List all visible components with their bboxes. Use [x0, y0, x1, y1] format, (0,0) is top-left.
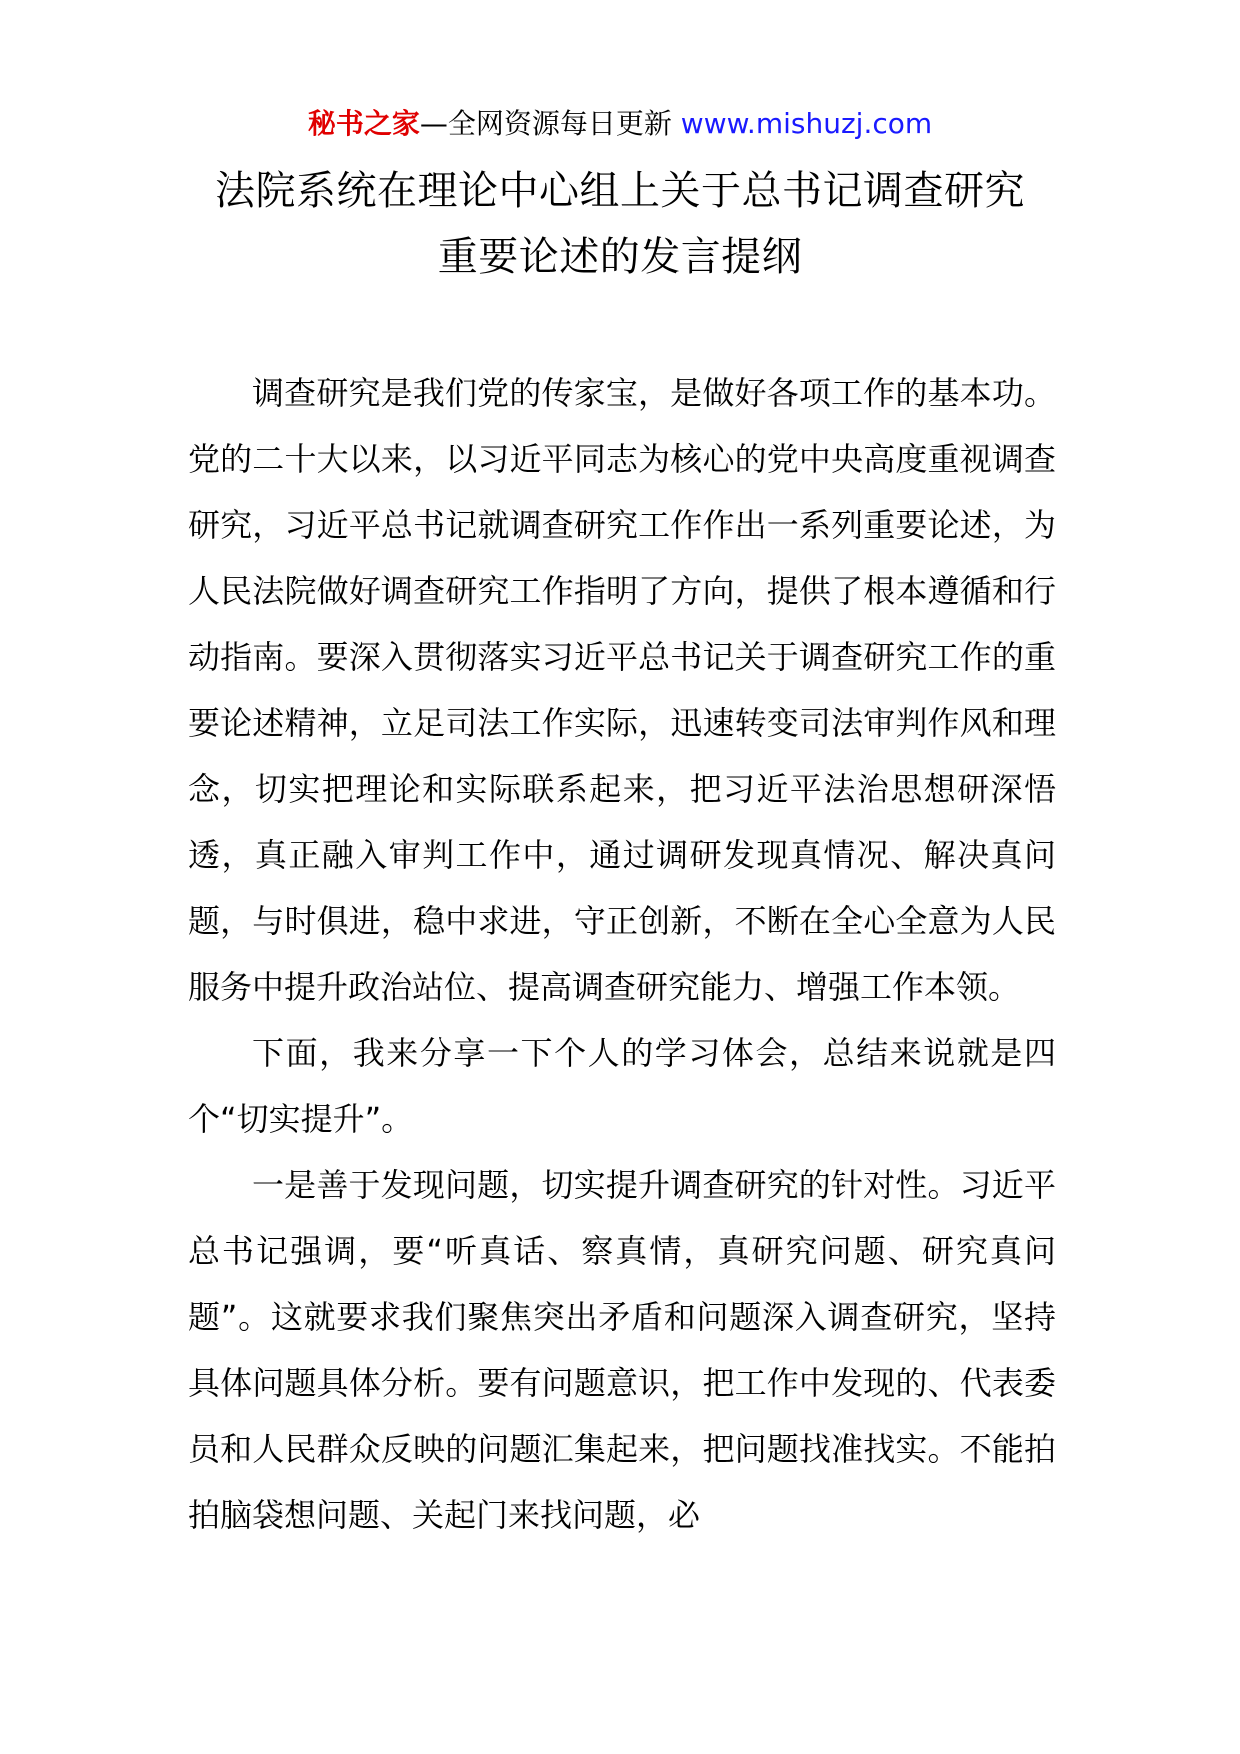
title-line-2: 重要论述的发言提纲	[437, 234, 803, 280]
title-line-1: 法院系统在理论中心组上关于总书记调查研究	[215, 168, 1025, 214]
site-url-link[interactable]: www.mishuzj.com	[680, 107, 933, 140]
paragraph-3-lead: 一是善于发现问题，切实提升调查研究的针对性。	[252, 1166, 960, 1204]
document-body	[188, 360, 1056, 1548]
site-name: 秘书之家	[307, 107, 420, 140]
document-title	[0, 158, 1240, 290]
paragraph-3	[188, 1152, 1056, 1548]
site-slogan: —全网资源每日更新	[419, 107, 672, 140]
site-header	[0, 98, 1240, 150]
paragraph-2: 下面，我来分享一下个人的学习体会，总结来说就是四个“切实提升”。	[188, 1034, 1056, 1138]
paragraph-3-text: 习近平总书记强调，要“听真话、察真情，真研究问题、研究真问题”。这就要求我们聚焦突出矛盾和问题深入调查研究，坚持具体问题具体分析。要有问题意识，把工作中发现的、代表委员和人民群众反映的问题汇集起来，把问题找准找实。不能拍拍脑袋想问题、关起门来找问题，必	[188, 1166, 1056, 1534]
paragraph-1: 调查研究是我们党的传家宝，是做好各项工作的基本功。党的二十大以来，以习近平同志为核心的党中央高度重视调查研究，习近平总书记就调查研究工作作出一系列重要论述，为人民法院做好调查研究工作指明了方向，提供了根本遵循和行动指南。要深入贯彻落实习近平总书记关于调查研究工作的重要论述精神，立足司法工作实际，迅速转变司法审判作风和理念，切实把理论和实际联系起来，把习近平法治思想研深悟透，真正融入审判工作中，通过调研发现真情况、解决真问题，与时俱进，稳中求进，守正创新，不断在全心全意为人民服务中提升政治站位、提高调查研究能力、增强工作本领。	[188, 374, 1056, 1006]
